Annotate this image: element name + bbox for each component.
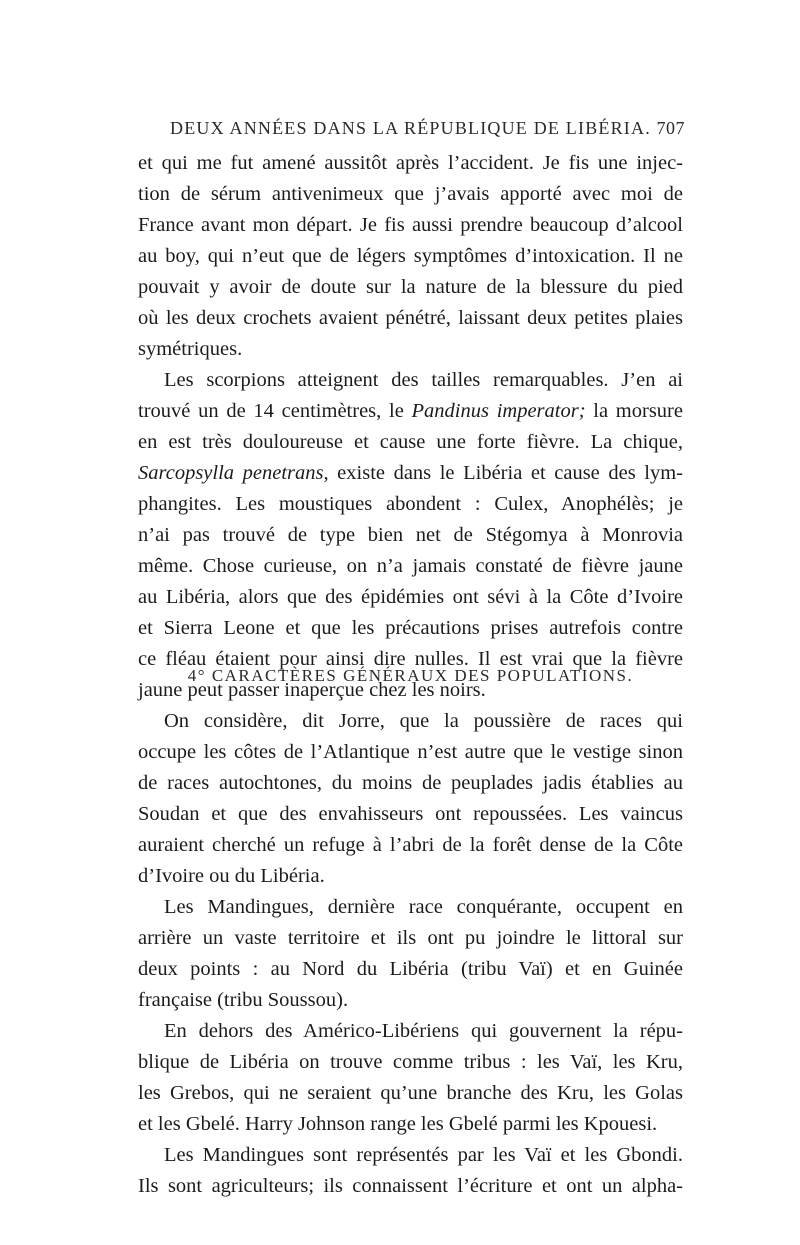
paragraph-vai xyxy=(138,1140,683,1202)
text-line: et les Gbelé. Harry Johnson range les Gbelé parmi les Kpouesi. xyxy=(138,1113,658,1135)
text-line: arrière un vaste territoire et ils ont pu joindre le littoral sur xyxy=(138,927,683,949)
text-line: Les Mandingues, dernière race conquérante, occupent en xyxy=(164,896,683,918)
text-block-scorpions xyxy=(138,148,683,706)
text-line: Ils sont agriculteurs; ils connaissent l’écriture et ont un alpha- xyxy=(138,1175,683,1197)
paragraph-scorpions xyxy=(138,365,683,706)
text-line: française (tribu Soussou). xyxy=(138,989,349,1011)
text-line: On considère, dit Jorre, que la poussière de races qui xyxy=(164,710,683,732)
text-line: occupe les côtes de l’Atlantique n’est autre que le vestige sinon xyxy=(138,741,683,763)
text-line: d’Ivoire ou du Libéria. xyxy=(138,865,325,887)
text-span: , existe dans le Libéria et cause des lym- xyxy=(323,462,683,484)
text-line: En dehors des Américo-Libériens qui gouvernent la répu- xyxy=(164,1020,683,1042)
text-line: France avant mon départ. Je fis aussi prendre beaucoup d’alcool xyxy=(138,214,683,236)
text-line: deux points : au Nord du Libéria (tribu Vaï) et en Guinée xyxy=(138,958,683,980)
text-line: et Sierra Leone et que les précautions prises autrefois contre xyxy=(138,617,683,639)
section-heading: 4° CARACTÈRES GÉNÉRAUX DES POPULATIONS. xyxy=(187,666,634,685)
paragraph-snakebite xyxy=(138,148,683,365)
text-line: au Libéria, alors que des épidémies ont sévi à la Côte d’Ivoire xyxy=(138,586,683,608)
text-span: trouvé un de 14 centimètres, le xyxy=(138,400,412,422)
text-line: Les scorpions atteignent des tailles remarquables. J’en ai xyxy=(164,369,683,391)
text-line: jaune peut passer inaperçue chez les noirs. xyxy=(138,679,486,701)
text-line: au boy, qui n’eut que de légers symptômes d’intoxication. Il ne xyxy=(138,245,683,267)
text-line: phangites. Les moustiques abondent : Culex, Anophélès; je xyxy=(138,493,683,515)
text-line xyxy=(138,396,683,427)
text-line: blique de Libéria on trouve comme tribus : les Vaï, les Kru, xyxy=(138,1051,683,1073)
text-line: auraient cherché un refuge à l’abri de la forêt dense de la Côte xyxy=(138,834,683,856)
text-line: les Grebos, qui ne seraient qu’une branche des Kru, les Golas xyxy=(138,1082,683,1104)
text-line: pouvait y avoir de doute sur la nature de la blessure du pied xyxy=(138,276,683,298)
paragraph-races xyxy=(138,706,683,892)
running-head-title: DEUX ANNÉES DANS LA RÉPUBLIQUE DE LIBÉRIA. xyxy=(170,118,651,138)
text-line: n’ai pas trouvé de type bien net de Stégomya à Monrovia xyxy=(138,524,683,546)
paragraph-tribes xyxy=(138,1016,683,1140)
paragraph-mandingues xyxy=(138,892,683,1016)
text-line: Les Mandingues sont représentés par les Vaï et les Gbondi. xyxy=(164,1144,683,1166)
text-line: tion de sérum antivenimeux que j’avais apporté avec moi de xyxy=(138,183,683,205)
text-line: Soudan et que des envahisseurs ont repoussées. Les vaincus xyxy=(138,803,683,825)
species-name: Sarcopsylla penetrans xyxy=(138,462,324,484)
text-span: la morsure xyxy=(585,400,683,422)
text-line: même. Chose curieuse, on n’a jamais constaté de fièvre jaune xyxy=(138,555,683,577)
text-line: de races autochtones, du moins de peuplades jadis établies au xyxy=(138,772,683,794)
text-block-populations xyxy=(138,706,683,1202)
text-line: où les deux crochets avaient pénétré, laissant deux petites plaies xyxy=(138,307,683,329)
text-line: ce fléau étaient pour ainsi dire nulles. Il est vrai que la fièvre xyxy=(138,648,683,670)
text-line: en est très douloureuse et cause une forte fièvre. La chique, xyxy=(138,431,683,453)
page-number: 707 xyxy=(656,118,685,138)
text-line: symétriques. xyxy=(138,338,243,360)
text-line: et qui me fut amené aussitôt après l’accident. Je fis une injec- xyxy=(138,152,683,174)
text-line xyxy=(138,458,683,489)
species-name: Pandinus imperator; xyxy=(411,400,586,422)
